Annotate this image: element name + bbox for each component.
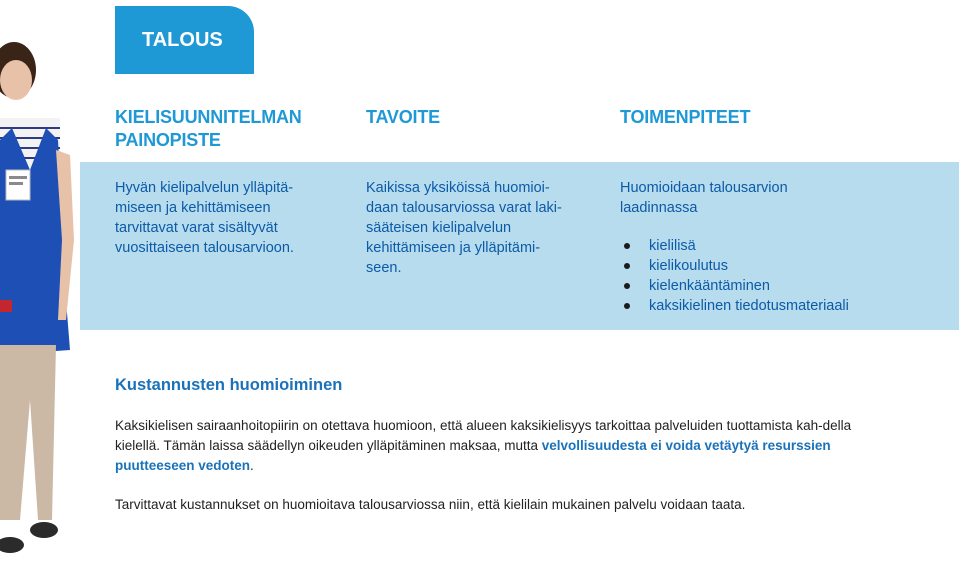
list-item: kielikoulutus [620,256,849,276]
person-photo [0,0,80,579]
section-tab-talous [115,6,254,74]
toimenpiteet-list [620,236,849,316]
list-item: kielenkääntäminen [620,276,849,296]
tavoite-text: Kaikissa yksiköissä huomioi- daan talousarviossa varat laki- sääteisen kielipalvelun kehittämiseen ja ylläpitämi- seen. [366,180,562,276]
paragraph-budget: Tarvittavat kustannukset on huomioitava talousarviossa niin, että kielilain mukainen palvelu voidaan taata. [115,497,746,512]
section-tab-label: TALOUS [142,28,223,51]
paragraph-costs: Kaksikielisen sairaanhoitopiirin on otettava huomioon, että alueen kaksikielisyys tarkoittaa palveluiden tuottamista kah-della kielellä. Tämän laissa säädellyn oikeuden ylläpitäminen maksaa, mutta velvollisuudesta ei voida vetäytyä resurssien puutteeseen vedoten. [115,418,852,473]
highlighted-text: velvollisuudesta ei voida vetäytyä resurssien puutteeseen vedoten [115,438,831,473]
column-header-tavoite: TAVOITE [366,107,440,127]
painopiste-text: Hyvän kielipalvelun ylläpitä- miseen ja kehittämiseen tarvittavat varat sisältyvät vuosittaiseen talousarvioon. [115,180,294,256]
column-header-painopiste: KIELISUUNNITELMAN PAINOPISTE [115,107,302,150]
list-item: kielilisä [620,236,849,256]
list-item: kaksikielinen tiedotusmateriaali [620,296,849,316]
toimenpiteet-text: Huomioidaan talousarvion laadinnassa kielilisä kielikoulutus kielenkääntäminen kaksikielinen tiedotusmateriaali [620,180,849,314]
section-title: Kustannusten huomioiminen [115,376,343,394]
column-header-toimenpiteet: TOIMENPITEET [620,107,751,127]
